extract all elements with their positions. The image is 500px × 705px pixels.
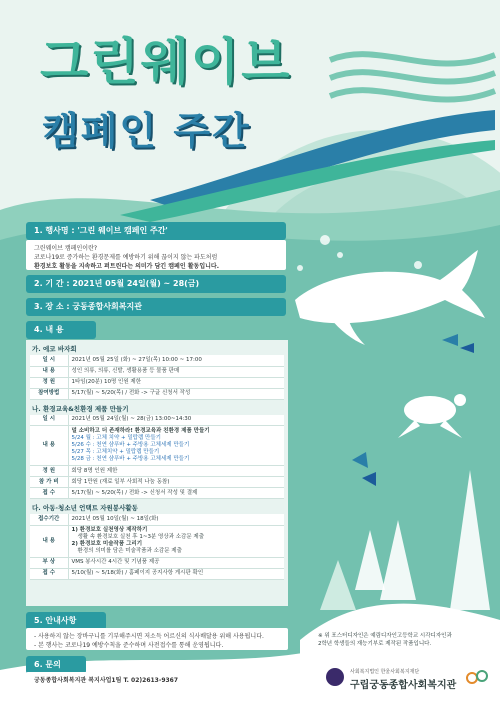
content-line: 1) 환경보호 실천영상 제작하기 bbox=[71, 527, 148, 533]
row-value: 2021년 05월 24일(월) ~ 28(금) 13:00~14:30 bbox=[68, 415, 284, 426]
section-3-heading: 3. 장 소 : 궁동종합사회복지관 bbox=[26, 298, 286, 316]
row-value: VMS 봉사시간 4시간 및 기념품 제공 bbox=[68, 557, 284, 568]
credit-line-2: 2학년 학생들의 재능기부로 제작된 작품입니다. bbox=[318, 641, 432, 647]
row-key: 접수기간 bbox=[30, 514, 68, 525]
title-line-2: 캠페인 주간 bbox=[42, 109, 251, 153]
program-ga-title: 가. 에코 바자회 bbox=[32, 345, 77, 353]
program-na-title: 나. 환경교육&친환경 제품 만들기 bbox=[32, 404, 129, 413]
content-line: 5/24 월 : 고체 치약 + 밀랍랩 만들기 bbox=[71, 435, 161, 441]
table-row bbox=[30, 525, 284, 557]
table-row bbox=[30, 568, 284, 579]
notice-line-2: - 본 행사는 코로나19 예방수칙을 준수하며 사전접수를 통해 운영됩니다. bbox=[34, 642, 224, 649]
row-key: 접 수 bbox=[30, 488, 68, 499]
section-4-content bbox=[26, 340, 288, 606]
table-row bbox=[30, 377, 284, 388]
section-1-body bbox=[26, 240, 286, 270]
program-ga-table bbox=[30, 355, 284, 400]
row-key: 일 시 bbox=[30, 415, 68, 426]
row-key: 참 가 비 bbox=[30, 477, 68, 488]
table-row bbox=[30, 366, 284, 377]
row-key: 내 용 bbox=[30, 366, 68, 377]
org-logo-icon bbox=[466, 668, 486, 686]
program-da-title: 다. 아동·청소년 언택트 자원봉사활동 bbox=[32, 504, 138, 512]
contact-line: 궁동종합사회복지관 복지사업1팀 T. 02)2613-9367 bbox=[34, 677, 179, 684]
row-value bbox=[68, 525, 284, 557]
section-2-heading: 2. 기 간 : 2021년 05월 24일(월) ~ 28(금) bbox=[26, 275, 286, 293]
org-name: 구립궁동종합사회복지관 bbox=[350, 680, 457, 691]
section-6-body bbox=[26, 672, 226, 688]
section-1-line-2: 코로나19로 증가하는 환경문제를 예방하기 위해 끊이지 않는 파도처럼 bbox=[34, 254, 218, 261]
row-key: 내 용 bbox=[30, 525, 68, 557]
content-line: 5/27 목 : 고체치약 + 밀랍랩 만들기 bbox=[71, 449, 160, 455]
content-line: 5/26 수 : 천연 샴푸바 + 주방용 고체세제 만들기 bbox=[71, 442, 190, 448]
table-row bbox=[30, 415, 284, 426]
content-line: 5/28 금 : 천연 샴푸바 + 주방용 고체세제 만들기 bbox=[71, 456, 190, 462]
row-key: 정 원 bbox=[30, 377, 68, 388]
table-row bbox=[30, 355, 284, 366]
table-row bbox=[30, 488, 284, 499]
row-value: 회당 8명 인원 제한 bbox=[68, 466, 284, 477]
row-value: 2021년 05월 25일 (화) ~ 27일(목) 10:00 ~ 17:00 bbox=[68, 355, 284, 366]
row-value: 5/17(월) ~ 5/20(목) / 전화 -> 신청서 작성 및 결제 bbox=[68, 488, 284, 499]
row-value bbox=[68, 426, 284, 466]
row-key: 접 수 bbox=[30, 568, 68, 579]
notice-line-1: - 사용하지 않는 장바구니를 기부해주시면 저소득 어르신의 식사배달용 위해 사용됩니다. bbox=[34, 633, 264, 640]
section-5-heading: 5. 안내사항 bbox=[26, 612, 106, 630]
row-value: 회당 1만원 (재료 일부 사회적 나눔 동참) bbox=[68, 477, 284, 488]
table-row bbox=[30, 466, 284, 477]
row-value: 성인 의류, 의류, 신발, 생활용품 등 물품 판매 bbox=[68, 366, 284, 377]
content-line: 2) 환경보호 미술작품 그리기 bbox=[71, 541, 143, 547]
program-na-table bbox=[30, 415, 284, 500]
row-value: 2021년 05월 10일(월) ~ 18일(화) bbox=[68, 514, 284, 525]
section-1-line-3: 환경보호 활동을 지속하고 퍼트린다는 의미가 담긴 캠페인 활동입니다. bbox=[34, 263, 219, 270]
table-row bbox=[30, 514, 284, 525]
content-line: 환경의 의미를 담은 미술작품과 소감문 제출 bbox=[77, 548, 182, 554]
row-key: 참여방법 bbox=[30, 388, 68, 399]
row-key: 내 용 bbox=[30, 426, 68, 466]
table-row bbox=[30, 477, 284, 488]
row-key: 정 원 bbox=[30, 466, 68, 477]
row-value: 5/10(월) ~ 5/18(화) / 홈페이지 공지사항 게시판 확인 bbox=[68, 568, 284, 579]
org-emblem-icon bbox=[326, 668, 344, 686]
program-da-table bbox=[30, 514, 284, 580]
credit-line-1: ※ 위 포스터디자인은 예림디자인고등학교 시각디자인과 bbox=[318, 633, 452, 639]
section-6-heading: 6. 문의 bbox=[26, 656, 86, 674]
section-1-line-1: 그린웨이브 캠페인이란? bbox=[34, 245, 98, 252]
row-key: 일 시 bbox=[30, 355, 68, 366]
table-row bbox=[30, 557, 284, 568]
content-line: 덜 소비하고 더 존재하라! 환경교육과 친환경 제품 만들기 bbox=[71, 428, 210, 434]
title-line-1: 그린웨이브 bbox=[40, 33, 292, 91]
row-key: 부 상 bbox=[30, 557, 68, 568]
section-4-heading: 4. 내 용 bbox=[26, 321, 96, 339]
row-value: 1타임(20분) 10명 인원 제한 bbox=[68, 377, 284, 388]
section-1-heading: 1. 행사명 : '그린 웨이브 캠페인 주간' bbox=[26, 222, 286, 240]
table-row bbox=[30, 426, 284, 466]
org-foundation: 사회복지법인 한울사회복지재단 bbox=[350, 669, 420, 675]
table-row bbox=[30, 388, 284, 399]
section-5-body bbox=[26, 628, 288, 650]
content-line: 생활 속 환경보호 실천 후 1~3분 영상과 소감문 제출 bbox=[77, 534, 205, 540]
row-value: 5/17(월) ~ 5/20(목) / 전화 -> 구글 신청서 작성 bbox=[68, 388, 284, 399]
design-credit bbox=[318, 632, 494, 648]
